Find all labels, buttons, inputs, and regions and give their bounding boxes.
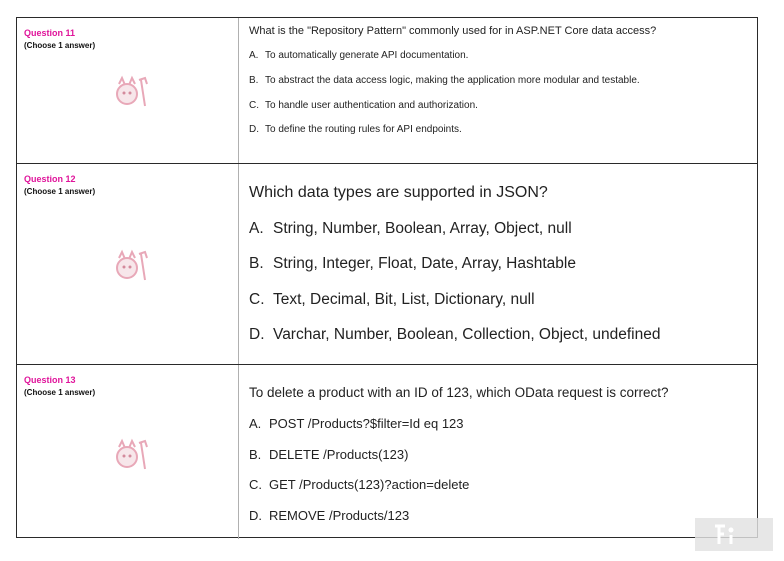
option-text: To define the routing rules for API endpoints. [265, 124, 462, 135]
option-text: String, Integer, Float, Date, Array, Hashtable [273, 255, 576, 272]
option-letter: B. [249, 75, 259, 86]
question-row-12 [17, 164, 757, 365]
option-letter: D. [249, 508, 262, 523]
option-letter: D. [249, 124, 259, 135]
question-content-cell [240, 18, 757, 163]
answer-option-b[interactable] [249, 255, 576, 273]
option-text: REMOVE /Products/123 [269, 508, 410, 523]
option-text: To abstract the data access logic, making the application more modular and testable. [265, 75, 640, 86]
question-text: To delete a product with an ID of 123, which OData request is correct? [249, 385, 669, 400]
option-text: To automatically generate API documentation. [265, 50, 469, 61]
answer-option-a[interactable] [249, 50, 468, 61]
option-text: Varchar, Number, Boolean, Collection, Object, undefined [273, 326, 661, 343]
mascot-icon [109, 72, 153, 112]
option-text: String, Number, Boolean, Array, Object, null [273, 220, 572, 237]
question-instruction: (Choose 1 answer) [24, 187, 96, 196]
option-letter: A. [249, 416, 262, 431]
question-content-cell [240, 164, 757, 364]
question-number: Question 13 [24, 375, 76, 385]
option-letter: B. [249, 447, 262, 462]
answer-option-c[interactable] [249, 291, 535, 309]
option-letter: C. [249, 100, 259, 111]
question-instruction: (Choose 1 answer) [24, 388, 96, 397]
answer-option-b[interactable] [249, 75, 640, 86]
question-meta-cell [17, 18, 239, 163]
question-row-11 [17, 18, 757, 164]
option-letter: D. [249, 326, 265, 343]
option-text: To handle user authentication and authorization. [265, 100, 478, 111]
answer-option-d[interactable] [249, 124, 462, 135]
answer-option-a[interactable] [249, 220, 572, 238]
answer-option-a[interactable] [249, 416, 464, 431]
answer-option-d[interactable] [249, 326, 660, 344]
answer-option-b[interactable] [249, 447, 408, 462]
option-letter: B. [249, 255, 264, 272]
option-letter: A. [249, 50, 259, 61]
question-text: Which data types are supported in JSON? [249, 184, 548, 201]
option-letter: A. [249, 220, 264, 237]
option-text: DELETE /Products(123) [269, 447, 409, 462]
answer-option-d[interactable] [249, 508, 409, 523]
mascot-icon [109, 435, 153, 475]
option-letter: C. [249, 477, 262, 492]
watermark-logo [695, 518, 773, 551]
option-text: GET /Products(123)?action=delete [269, 477, 470, 492]
mascot-icon [109, 246, 153, 286]
option-text: Text, Decimal, Bit, List, Dictionary, null [273, 291, 535, 308]
answer-option-c[interactable] [249, 100, 478, 111]
question-number: Question 11 [24, 28, 76, 38]
question-row-13 [17, 365, 757, 539]
quiz-sheet [16, 17, 758, 538]
option-letter: C. [249, 291, 265, 308]
question-content-cell [240, 365, 757, 539]
question-meta-cell [17, 164, 239, 364]
question-instruction: (Choose 1 answer) [24, 41, 96, 50]
answer-option-c[interactable] [249, 477, 469, 492]
question-number: Question 12 [24, 174, 76, 184]
question-meta-cell [17, 365, 239, 539]
option-text: POST /Products?$filter=Id eq 123 [269, 416, 464, 431]
question-text: What is the "Repository Pattern" commonly used for in ASP.NET Core data access? [249, 25, 657, 37]
